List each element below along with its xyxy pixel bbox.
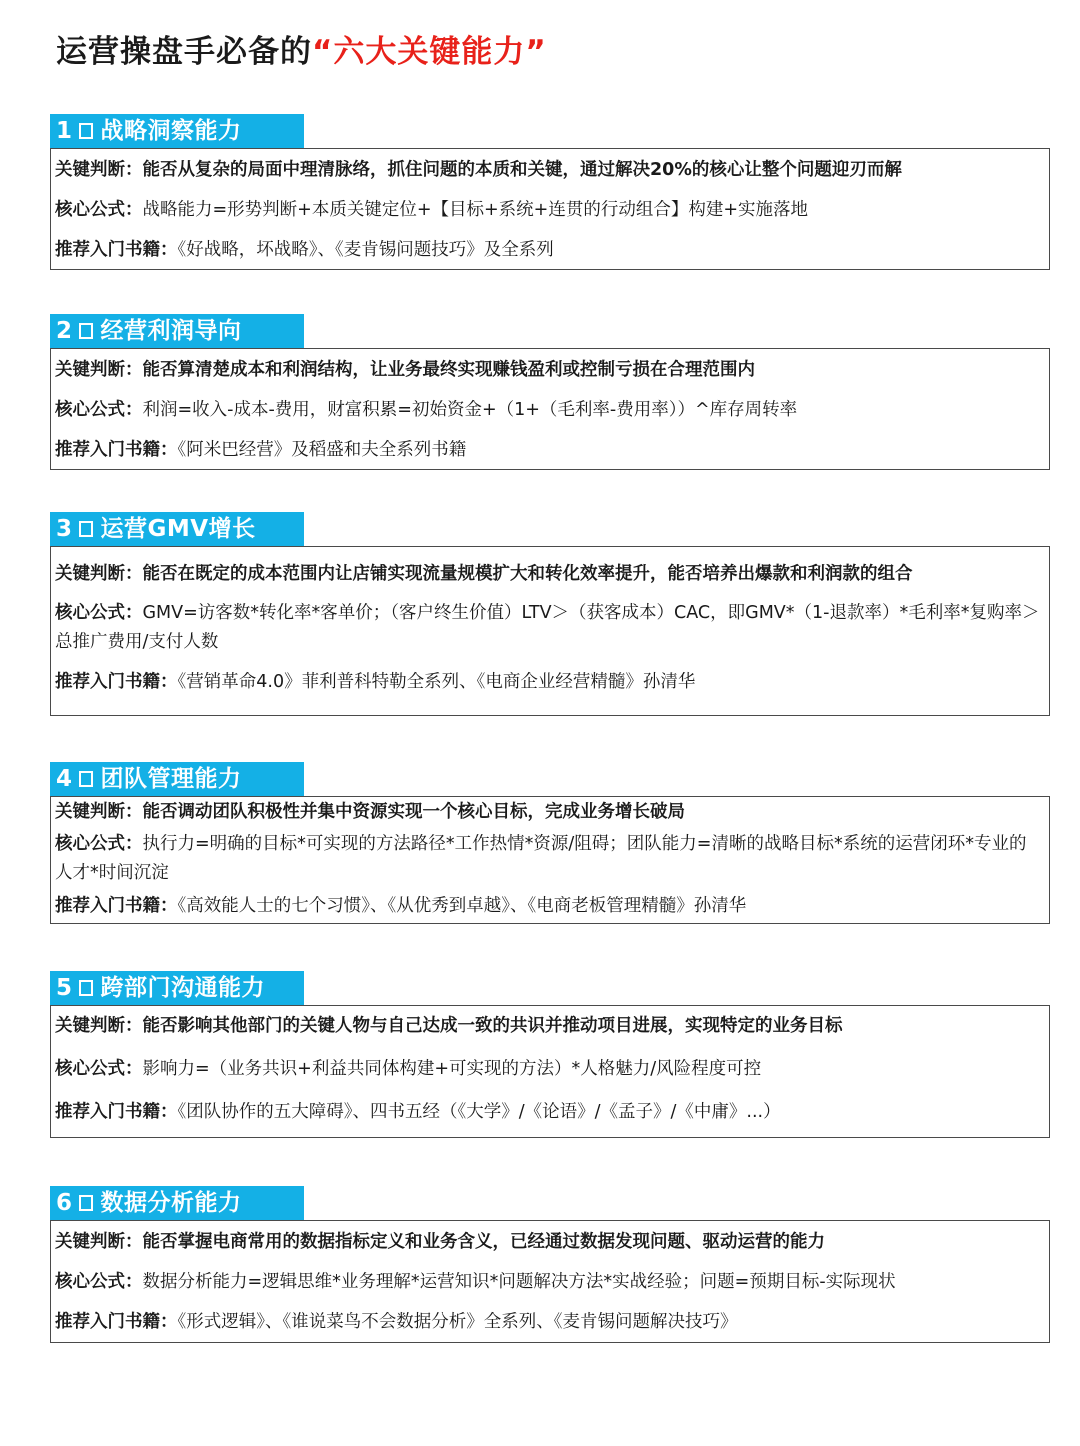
books-text: 《形式逻辑》、《谁说菜鸟不会数据分析》全系列、《麦肯锡问题解决技巧》 (177, 1312, 738, 1332)
section-content-box (50, 546, 1050, 716)
section-5 (50, 971, 1050, 1138)
judgment-row (55, 355, 1041, 385)
section-content-box (50, 1220, 1050, 1343)
formula-label: 核心公式： (55, 200, 143, 220)
judgment-label: 关键判断： (55, 564, 143, 584)
judgment-text: 能否算清楚成本和利润结构，让业务最终实现赚钱盈利或控制亏损在合理范围内 (142, 360, 755, 380)
judgment-text: 能否在既定的成本范围内让店铺实现流量规模扩大和转化效率提升，能否培养出爆款和利润款的组合 (142, 564, 913, 584)
formula-text: 利润=收入-成本-费用，财富积累=初始资金+（1+（毛利率-费用率））^库存周转率 (142, 400, 798, 420)
formula-label: 核心公式： (55, 834, 143, 854)
formula-row (55, 599, 1041, 657)
title-highlight: “六大关键能力” (312, 34, 547, 70)
formula-row (55, 195, 1041, 225)
section-content-box (50, 796, 1050, 924)
formula-row (55, 830, 1041, 888)
section-content-box (50, 148, 1050, 270)
section-6 (50, 1186, 1050, 1343)
books-label: 推荐入门书籍： (55, 440, 178, 460)
judgment-label: 关键判断： (55, 802, 143, 822)
checkbox-icon (79, 771, 93, 787)
formula-text: 数据分析能力=逻辑思维*业务理解*运营知识*问题解决方法*实战经验；问题=预期目标-实际现状 (142, 1272, 896, 1292)
books-label: 推荐入门书籍： (55, 240, 178, 260)
judgment-row (55, 1227, 1041, 1257)
section-1 (50, 114, 1050, 270)
books-row (55, 891, 1041, 921)
books-row (55, 1307, 1041, 1337)
books-label: 推荐入门书籍： (55, 896, 178, 916)
judgment-label: 关键判断： (55, 1016, 143, 1036)
books-label: 推荐入门书籍： (55, 672, 178, 692)
section-number: 2 (56, 318, 73, 344)
section-heading (50, 971, 304, 1005)
title-prefix: 运营操盘手必备的 (56, 34, 312, 70)
books-row (55, 1097, 1041, 1127)
books-label: 推荐入门书籍： (55, 1102, 178, 1122)
checkbox-icon (79, 980, 93, 996)
section-heading (50, 762, 304, 796)
books-text: 《好战略，坏战略》、《麦肯锡问题技巧》及全系列 (177, 240, 554, 260)
formula-row (55, 1267, 1041, 1297)
section-heading (50, 1186, 304, 1220)
section-number: 5 (56, 975, 73, 1001)
books-label: 推荐入门书籍： (55, 1312, 178, 1332)
judgment-text: 能否从复杂的局面中理清脉络，抓住问题的本质和关键，通过解决20%的核心让整个问题迎刃而解 (142, 160, 902, 180)
judgment-text: 能否掌握电商常用的数据指标定义和业务含义，已经通过数据发现问题、驱动运营的能力 (142, 1232, 825, 1252)
judgment-text: 能否调动团队积极性并集中资源实现一个核心目标，完成业务增长破局 (142, 802, 685, 822)
judgment-row (55, 559, 1041, 589)
checkbox-icon (79, 521, 93, 537)
section-number: 3 (56, 516, 73, 542)
section-4 (50, 762, 1050, 924)
section-title: 运营GMV增长 (100, 516, 256, 542)
section-heading (50, 114, 304, 148)
checkbox-icon (79, 323, 93, 339)
section-title: 经营利润导向 (100, 318, 242, 344)
section-title: 跨部门沟通能力 (100, 975, 266, 1001)
formula-text: 执行力=明确的目标*可实现的方法路径*工作热情*资源/阻碍；团队能力=清晰的战略目标*系统的运营闭环*专业的人才*时间沉淀 (55, 834, 1027, 883)
judgment-label: 关键判断： (55, 1232, 143, 1252)
books-text: 《团队协作的五大障碍》、四书五经（《大学》/《论语》/《孟子》/《中庸》...） (177, 1102, 781, 1122)
formula-label: 核心公式： (55, 400, 143, 420)
section-content-box (50, 1005, 1050, 1138)
section-2 (50, 314, 1050, 470)
formula-label: 核心公式： (55, 1272, 143, 1292)
formula-text: 影响力=（业务共识+利益共同体构建+可实现的方法）*人格魅力/风险程度可控 (142, 1059, 762, 1079)
formula-row (55, 1054, 1041, 1084)
books-row (55, 667, 1041, 697)
section-number: 4 (56, 766, 73, 792)
section-title: 团队管理能力 (100, 766, 242, 792)
formula-label: 核心公式： (55, 603, 143, 623)
section-heading (50, 512, 304, 546)
section-content-box (50, 348, 1050, 470)
judgment-row (55, 1011, 1041, 1041)
checkbox-icon (79, 1195, 93, 1211)
judgment-label: 关键判断： (55, 160, 143, 180)
section-3 (50, 512, 1050, 716)
judgment-row (55, 155, 1041, 185)
section-number: 1 (56, 118, 73, 144)
books-text: 《营销革命4.0》菲利普科特勒全系列、《电商企业经营精髓》孙清华 (177, 672, 696, 692)
formula-text: 战略能力=形势判断+本质关键定位+【目标+系统+连贯的行动组合】构建+实施落地 (142, 200, 808, 220)
books-row (55, 235, 1041, 265)
books-text: 《阿米巴经营》及稻盛和夫全系列书籍 (177, 440, 467, 460)
judgment-text: 能否影响其他部门的关键人物与自己达成一致的共识并推动项目进展，实现特定的业务目标 (142, 1016, 843, 1036)
books-text: 《高效能人士的七个习惯》、《从优秀到卓越》、《电商老板管理精髓》孙清华 (177, 896, 747, 916)
checkbox-icon (79, 123, 93, 139)
section-heading (50, 314, 304, 348)
formula-text: GMV=访客数*转化率*客单价；（客户终生价值）LTV＞（获客成本）CAC，即GMV*（1-退款率）*毛利率*复购率＞总推广费用/支付人数 (55, 603, 1040, 652)
section-number: 6 (56, 1190, 73, 1216)
formula-row (55, 395, 1041, 425)
formula-label: 核心公式： (55, 1059, 143, 1079)
page-title (56, 26, 547, 71)
judgment-row (55, 797, 1041, 827)
books-row (55, 435, 1041, 465)
section-title: 战略洞察能力 (100, 118, 242, 144)
section-title: 数据分析能力 (100, 1190, 242, 1216)
judgment-label: 关键判断： (55, 360, 143, 380)
